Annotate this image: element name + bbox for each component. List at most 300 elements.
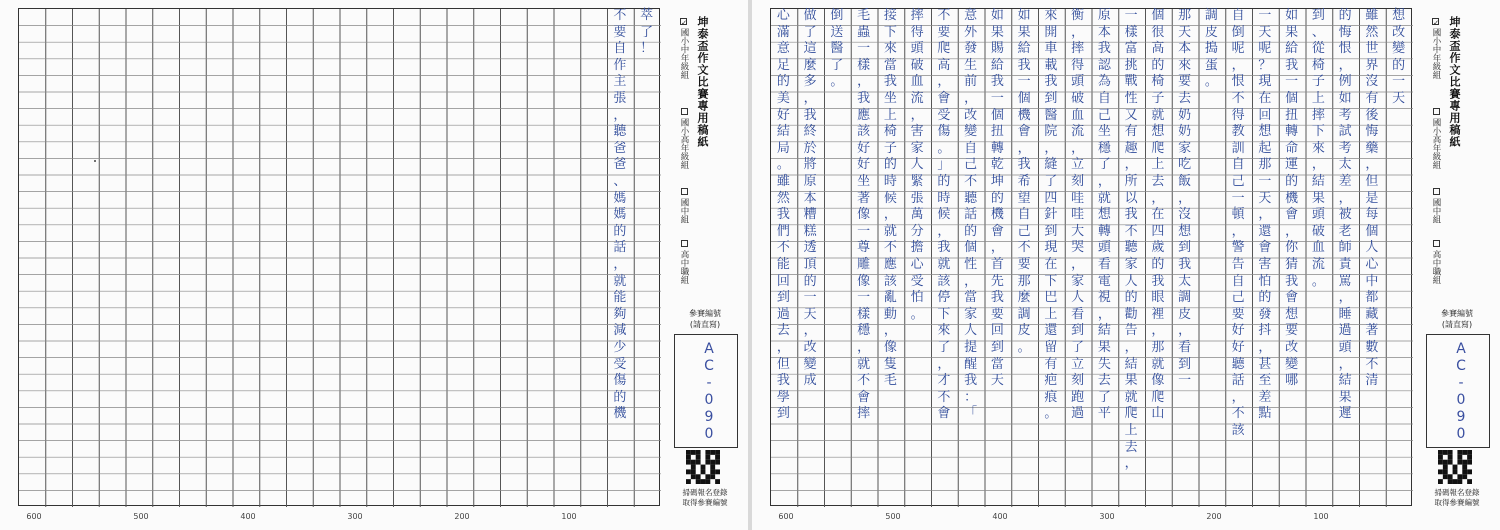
qr-module (691, 474, 696, 479)
qr-module (710, 465, 715, 470)
handwritten-character: 想 (1097, 207, 1111, 223)
handwritten-character: 會 (1017, 124, 1031, 140)
handwritten-character: 原 (1097, 8, 1111, 23)
handwritten-character: ， (1338, 57, 1352, 73)
handwritten-character: 好 (857, 140, 871, 156)
handwritten-character: 去 (1178, 91, 1192, 106)
ink-dot (94, 160, 96, 162)
handwritten-character: 沒 (1365, 74, 1379, 90)
handwritten-character: 。 (1017, 340, 1031, 355)
qr-module (686, 460, 691, 465)
handwritten-character: ： (964, 389, 978, 405)
qr-module (1457, 460, 1462, 465)
handwritten-character: ， (1258, 207, 1272, 223)
ruler-label: 300 (347, 512, 363, 521)
handwritten-character: ， (990, 240, 1004, 256)
handwritten-character: 摔 (1311, 107, 1325, 123)
qr-module (1462, 469, 1467, 474)
handwritten-character: 很 (1151, 24, 1165, 40)
handwritten-character: 上 (1124, 423, 1138, 438)
handwritten-character: 留 (1044, 340, 1058, 355)
handwritten-character: 一 (803, 290, 817, 306)
handwritten-character: 那 (1178, 8, 1192, 23)
handwritten-character: 平 (1097, 406, 1111, 422)
qr-module (1462, 474, 1467, 479)
handwritten-character: 結 (1097, 323, 1111, 339)
handwritten-character: 調 (1204, 8, 1218, 23)
qr-module (696, 474, 701, 479)
handwritten-character: 本 (803, 190, 817, 206)
handwritten-character: 。 (1044, 406, 1058, 422)
handwritten-character: 會 (1285, 290, 1299, 306)
text-column (1064, 8, 1091, 506)
handwritten-character: 到 (1178, 240, 1192, 256)
handwritten-character: 調 (1017, 306, 1031, 322)
handwritten-character: 人 (964, 323, 978, 339)
handwritten-character: 下 (937, 306, 951, 322)
handwritten-character: 流 (1311, 257, 1325, 272)
handwritten-character: 到 (1311, 8, 1325, 23)
handwritten-character: 個 (1017, 91, 1031, 106)
handwritten-character: 轉 (990, 140, 1004, 156)
handwritten-character: 到 (1044, 223, 1058, 239)
checkbox[interactable] (681, 188, 688, 195)
handwritten-character: 不 (1124, 223, 1138, 239)
checked-checkbox[interactable]: ✓ (1432, 19, 1440, 27)
handwritten-character: 院 (1044, 124, 1058, 140)
handwritten-character: 好 (1231, 323, 1245, 339)
handwritten-character: 的 (990, 190, 1004, 206)
checkbox[interactable] (1433, 188, 1440, 195)
handwritten-character: 去 (1151, 174, 1165, 189)
handwritten-character: 提 (964, 340, 978, 355)
handwritten-character: 看 (1178, 340, 1192, 355)
handwritten-character: 被 (1338, 207, 1352, 223)
handwritten-character: 開 (1044, 24, 1058, 40)
handwritten-character: 你 (1285, 240, 1299, 256)
qr-module (715, 469, 720, 474)
handwritten-character: 美 (776, 91, 790, 106)
handwritten-character: 不 (776, 240, 790, 256)
handwritten-character: 飯 (1178, 174, 1192, 189)
handwritten-character: ， (1124, 456, 1138, 472)
handwritten-character: 遲 (1338, 406, 1352, 422)
handwritten-character: 學 (776, 389, 790, 405)
handwritten-character: 。 (1311, 273, 1325, 289)
handwritten-character: 要 (1017, 257, 1031, 272)
handwritten-character: 來 (1311, 140, 1325, 156)
handwritten-character: 過 (776, 306, 790, 322)
handwritten-character: ， (937, 223, 951, 239)
handwritten-character: 挑 (1124, 57, 1138, 73)
handwritten-character: 認 (1097, 57, 1111, 73)
handwritten-character: 一 (857, 223, 871, 239)
handwritten-character: 應 (883, 257, 897, 272)
handwritten-character: 我 (776, 207, 790, 223)
handwritten-character: 我 (1285, 273, 1299, 289)
handwritten-character: 傷 (937, 124, 951, 140)
handwritten-character: ， (1231, 57, 1245, 73)
handwritten-character: 當 (990, 356, 1004, 372)
text-column (607, 8, 634, 506)
handwritten-character: 會 (857, 389, 871, 405)
handwritten-character: 原 (803, 174, 817, 189)
handwritten-character: 己 (1231, 290, 1245, 306)
handwritten-character: 停 (937, 290, 951, 306)
text-column (1091, 8, 1118, 506)
handwritten-character: 皮 (1178, 306, 1192, 322)
qr-module (1448, 474, 1453, 479)
handwritten-character: 吃 (1178, 157, 1192, 173)
handwritten-character: 外 (964, 24, 978, 40)
handwritten-character: 害 (910, 124, 924, 140)
handwritten-character: 我 (1124, 207, 1138, 223)
handwritten-character: 坐 (883, 91, 897, 106)
handwritten-character: 爬 (937, 41, 951, 57)
qr-module (1467, 460, 1472, 465)
handwritten-character: 車 (1044, 41, 1058, 57)
handwritten-character: 成 (803, 373, 817, 389)
handwritten-character: ， (1071, 140, 1085, 156)
handwritten-character: 哇 (1071, 207, 1085, 223)
handwritten-character: 血 (1071, 107, 1085, 123)
handwritten-character: 我 (1017, 57, 1031, 73)
handwritten-character: 話 (1231, 373, 1245, 389)
handwritten-character: 隻 (883, 356, 897, 372)
qr-module (691, 469, 696, 474)
handwritten-character: 能 (776, 257, 790, 272)
entry-number: AC-090 (1453, 341, 1469, 443)
text-column (1038, 8, 1065, 506)
handwritten-character: 點 (1258, 406, 1272, 422)
handwritten-character: 一 (1285, 74, 1299, 90)
handwritten-character: 自 (613, 41, 627, 57)
handwritten-character: 老 (1338, 223, 1352, 239)
handwritten-character: 轉 (1285, 124, 1299, 140)
handwritten-character: 了 (640, 24, 654, 40)
handwritten-character: 受 (910, 273, 924, 289)
handwritten-character: 奶 (1178, 124, 1192, 140)
handwritten-character: 差 (1258, 389, 1272, 405)
qr-module (1438, 479, 1443, 484)
qr-module (1467, 450, 1472, 455)
handwritten-character: 又 (1124, 107, 1138, 123)
handwritten-character: 心 (776, 8, 790, 23)
checkbox[interactable] (1433, 108, 1440, 115)
handwritten-character: 要 (990, 306, 1004, 322)
handwritten-character: 應 (857, 107, 871, 123)
handwritten-character: 我 (990, 74, 1004, 90)
handwritten-character: 過 (1071, 406, 1085, 422)
handwritten-character: 媽 (613, 190, 627, 206)
handwritten-character: 教 (1231, 124, 1245, 140)
handwritten-character: 給 (1017, 41, 1031, 57)
category-upper-elementary[interactable]: 國小高年級組 (678, 108, 690, 169)
ruler-label: 100 (1313, 512, 1329, 521)
handwritten-character: 想 (1392, 8, 1406, 23)
handwritten-character: 上 (1151, 157, 1165, 173)
handwritten-character: 的 (1124, 290, 1138, 306)
handwritten-character: 了 (1044, 174, 1058, 189)
handwritten-character: 爸 (613, 140, 627, 156)
qr-module (1462, 460, 1467, 465)
handwritten-character: 的 (1338, 8, 1352, 23)
handwritten-character: 變 (803, 356, 817, 372)
handwritten-character: 就 (1151, 107, 1165, 123)
handwritten-character: 自 (1097, 91, 1111, 106)
handwritten-character: 告 (1124, 323, 1138, 339)
ruler-label: 500 (133, 512, 149, 521)
checkbox[interactable] (681, 108, 688, 115)
qr-module (691, 465, 696, 470)
handwritten-character: ， (1338, 290, 1352, 306)
handwritten-character: 人 (1124, 273, 1138, 289)
category-upper-elementary[interactable]: 國小高年級組 (1430, 108, 1442, 169)
handwritten-character: 那 (1017, 273, 1031, 289)
handwritten-character: ， (803, 91, 817, 106)
qr-module (1448, 450, 1453, 455)
handwritten-character: 自 (1231, 273, 1245, 289)
handwritten-character: 主 (613, 74, 627, 90)
qr-module (715, 455, 720, 460)
manuscript-sheet-right (752, 0, 1500, 530)
handwritten-character: 蛋 (1204, 57, 1218, 73)
handwritten-character: 足 (776, 57, 790, 73)
qr-module (710, 450, 715, 455)
handwritten-character: 要 (1231, 306, 1245, 322)
handwritten-character: 毛 (883, 373, 897, 389)
handwritten-character: 給 (1285, 41, 1299, 57)
handwritten-character: ， (883, 207, 897, 223)
handwritten-character: 歲 (1151, 240, 1165, 256)
handwritten-character: ， (613, 107, 627, 123)
handwritten-character: 高 (937, 57, 951, 73)
handwritten-character: 了 (1097, 157, 1111, 173)
category-senior-high[interactable]: 高中職組 (1430, 240, 1442, 284)
handwritten-character: 轉 (1097, 223, 1111, 239)
handwritten-character: 萬 (910, 207, 924, 223)
handwritten-character: 下 (1311, 124, 1325, 140)
ruler-label: 600 (26, 512, 42, 521)
handwritten-character: 看 (1097, 257, 1111, 272)
handwritten-character: 不 (1231, 406, 1245, 422)
handwritten-character: 的 (883, 157, 897, 173)
handwritten-character: 考 (1338, 107, 1352, 123)
handwritten-character: 麼 (1017, 290, 1031, 306)
handwritten-character: 子 (1151, 91, 1165, 106)
handwritten-character: 痕 (1044, 389, 1058, 405)
handwritten-character: 我 (1285, 57, 1299, 73)
handwritten-character: 得 (1071, 57, 1085, 73)
handwritten-character: 就 (1151, 356, 1165, 372)
text-column (633, 8, 660, 506)
handwritten-character: 視 (1097, 290, 1111, 306)
text-column (1278, 8, 1305, 506)
category-junior-high[interactable]: 國中組 (678, 188, 690, 224)
handwritten-character: 己 (1097, 107, 1111, 123)
handwritten-character: 的 (803, 273, 817, 289)
handwritten-character: 頭 (910, 41, 924, 57)
handwritten-character: 天 (1178, 24, 1192, 40)
handwritten-character: 該 (857, 124, 871, 140)
qr-module (696, 479, 701, 484)
handwritten-character: 爬 (1151, 140, 1165, 156)
text-column (904, 8, 931, 506)
handwritten-character: 家 (964, 306, 978, 322)
handwritten-character: 四 (1151, 223, 1165, 239)
qr-module (710, 460, 715, 465)
handwritten-character: 。 (776, 157, 790, 173)
handwritten-character: 想 (1151, 124, 1165, 140)
handwritten-character: 都 (1365, 290, 1379, 306)
handwritten-character: 流 (910, 91, 924, 106)
handwritten-character: 藏 (1365, 306, 1379, 322)
handwritten-character: 眼 (1151, 290, 1165, 306)
handwritten-character: 下 (883, 24, 897, 40)
text-column (1198, 8, 1225, 506)
ruler-label: 100 (561, 512, 577, 521)
handwritten-character: 毛 (857, 8, 871, 23)
handwritten-character: 不 (613, 8, 627, 23)
handwritten-character: 中 (1365, 273, 1379, 289)
handwritten-character: 多 (803, 74, 817, 90)
handwritten-character: ， (1338, 190, 1352, 206)
form-side-panel-right (1418, 10, 1496, 520)
handwritten-character: ， (1017, 140, 1031, 156)
handwritten-character: 那 (1151, 340, 1165, 355)
handwritten-character: 會 (1285, 207, 1299, 223)
handwritten-character: 該 (937, 273, 951, 289)
ruler-label: 200 (1206, 512, 1222, 521)
handwritten-character: 縫 (1044, 157, 1058, 173)
checked-checkbox[interactable]: ✓ (680, 19, 688, 27)
handwritten-character: 悔 (1338, 24, 1352, 40)
handwritten-character: 頂 (803, 257, 817, 272)
category-mid-elementary[interactable]: ✓國小中年級組 (1431, 19, 1441, 79)
handwritten-character: 雖 (1365, 8, 1379, 23)
handwritten-character: 。 (910, 306, 924, 322)
handwritten-character: 要 (1285, 323, 1299, 339)
handwritten-character: 世 (1365, 41, 1379, 57)
handwritten-character: 來 (937, 323, 951, 339)
handwritten-character: 雕 (857, 257, 871, 272)
handwritten-character: 起 (1258, 140, 1272, 156)
handwritten-character: 張 (613, 91, 627, 106)
handwritten-character: 然 (1365, 24, 1379, 40)
handwritten-character: 家 (1178, 140, 1192, 156)
handwritten-character: 怕 (910, 290, 924, 306)
handwritten-character: 坤 (990, 174, 1004, 189)
handwritten-character: 性 (1124, 91, 1138, 106)
handwritten-character: 改 (964, 107, 978, 123)
handwritten-character: 減 (613, 323, 627, 339)
handwritten-character: 皮 (1204, 24, 1218, 40)
handwritten-character: 但 (776, 356, 790, 372)
handwritten-character: 頭 (1097, 240, 1111, 256)
qr-module (1448, 455, 1453, 460)
handwritten-character: 刻 (1071, 373, 1085, 389)
handwritten-character: 不 (937, 8, 951, 23)
handwritten-character: 想 (1258, 124, 1272, 140)
handwritten-character: 到 (1044, 91, 1058, 106)
qr-module (1438, 455, 1443, 460)
handwritten-character: 差 (1338, 174, 1352, 189)
handwritten-character: 想 (1285, 306, 1299, 322)
category-junior-high[interactable]: 國中組 (1430, 188, 1442, 224)
handwritten-character: 如 (1338, 91, 1352, 106)
qr-module (1467, 469, 1472, 474)
handwritten-character: 睡 (1338, 306, 1352, 322)
qr-module (1438, 460, 1443, 465)
handwritten-character: 我 (1151, 273, 1165, 289)
handwritten-character: 責 (1338, 257, 1352, 272)
category-mid-elementary[interactable]: ✓國小中年級組 (679, 19, 689, 79)
handwritten-character: 現 (1258, 74, 1272, 90)
text-column (1118, 8, 1145, 506)
qr-module (705, 479, 710, 484)
handwritten-character: 奶 (1178, 107, 1192, 123)
checkbox[interactable] (681, 240, 688, 247)
handwritten-character: 數 (1365, 340, 1379, 355)
handwritten-character: 頭 (1311, 207, 1325, 223)
checkbox[interactable] (1433, 240, 1440, 247)
handwritten-character: 能 (613, 290, 627, 306)
handwritten-character: 聽 (1231, 356, 1245, 372)
qr-module (686, 450, 691, 455)
column-ruler-right (770, 512, 1412, 526)
handwritten-character: 如 (990, 8, 1004, 23)
handwritten-character: 我 (1044, 74, 1058, 90)
qr-module (1462, 450, 1467, 455)
handwritten-character: 擔 (910, 240, 924, 256)
handwritten-character: 戰 (1124, 74, 1138, 90)
qr-module (691, 460, 696, 465)
category-senior-high[interactable]: 高中職組 (678, 240, 690, 284)
handwritten-character: 像 (857, 207, 871, 223)
handwritten-character: 聽 (964, 190, 978, 206)
qr-module (705, 455, 710, 460)
handwritten-character: 我 (883, 74, 897, 90)
handwritten-character: 了 (937, 340, 951, 355)
handwritten-character: 了 (803, 24, 817, 40)
qr-module (1448, 460, 1453, 465)
handwritten-character: 一 (1178, 373, 1192, 389)
handwritten-character: 果 (1097, 340, 1111, 355)
handwritten-character: 張 (910, 190, 924, 206)
handwritten-character: 聽 (1124, 240, 1138, 256)
handwritten-character: 變 (964, 124, 978, 140)
handwritten-character: 己 (1017, 223, 1031, 239)
handwritten-character: 該 (883, 273, 897, 289)
handwritten-character: 。 (937, 140, 951, 156)
handwritten-character: 在 (1044, 257, 1058, 272)
qr-module (1443, 465, 1448, 470)
qr-module (701, 469, 706, 474)
handwritten-character: 自 (1231, 8, 1245, 23)
handwritten-character: 考 (1338, 140, 1352, 156)
handwritten-character: 機 (990, 207, 1004, 223)
handwritten-character: 發 (964, 41, 978, 57)
handwritten-character: 穩 (1097, 140, 1111, 156)
handwritten-character: 就 (613, 273, 627, 289)
handwritten-character: 好 (776, 107, 790, 123)
handwritten-character: 後 (1365, 107, 1379, 123)
handwritten-character: 破 (1311, 223, 1325, 239)
handwritten-character: ， (964, 273, 978, 289)
handwritten-character: 自 (1017, 207, 1031, 223)
handwritten-character: 的 (937, 174, 951, 189)
handwritten-character: 頭 (1071, 74, 1085, 90)
